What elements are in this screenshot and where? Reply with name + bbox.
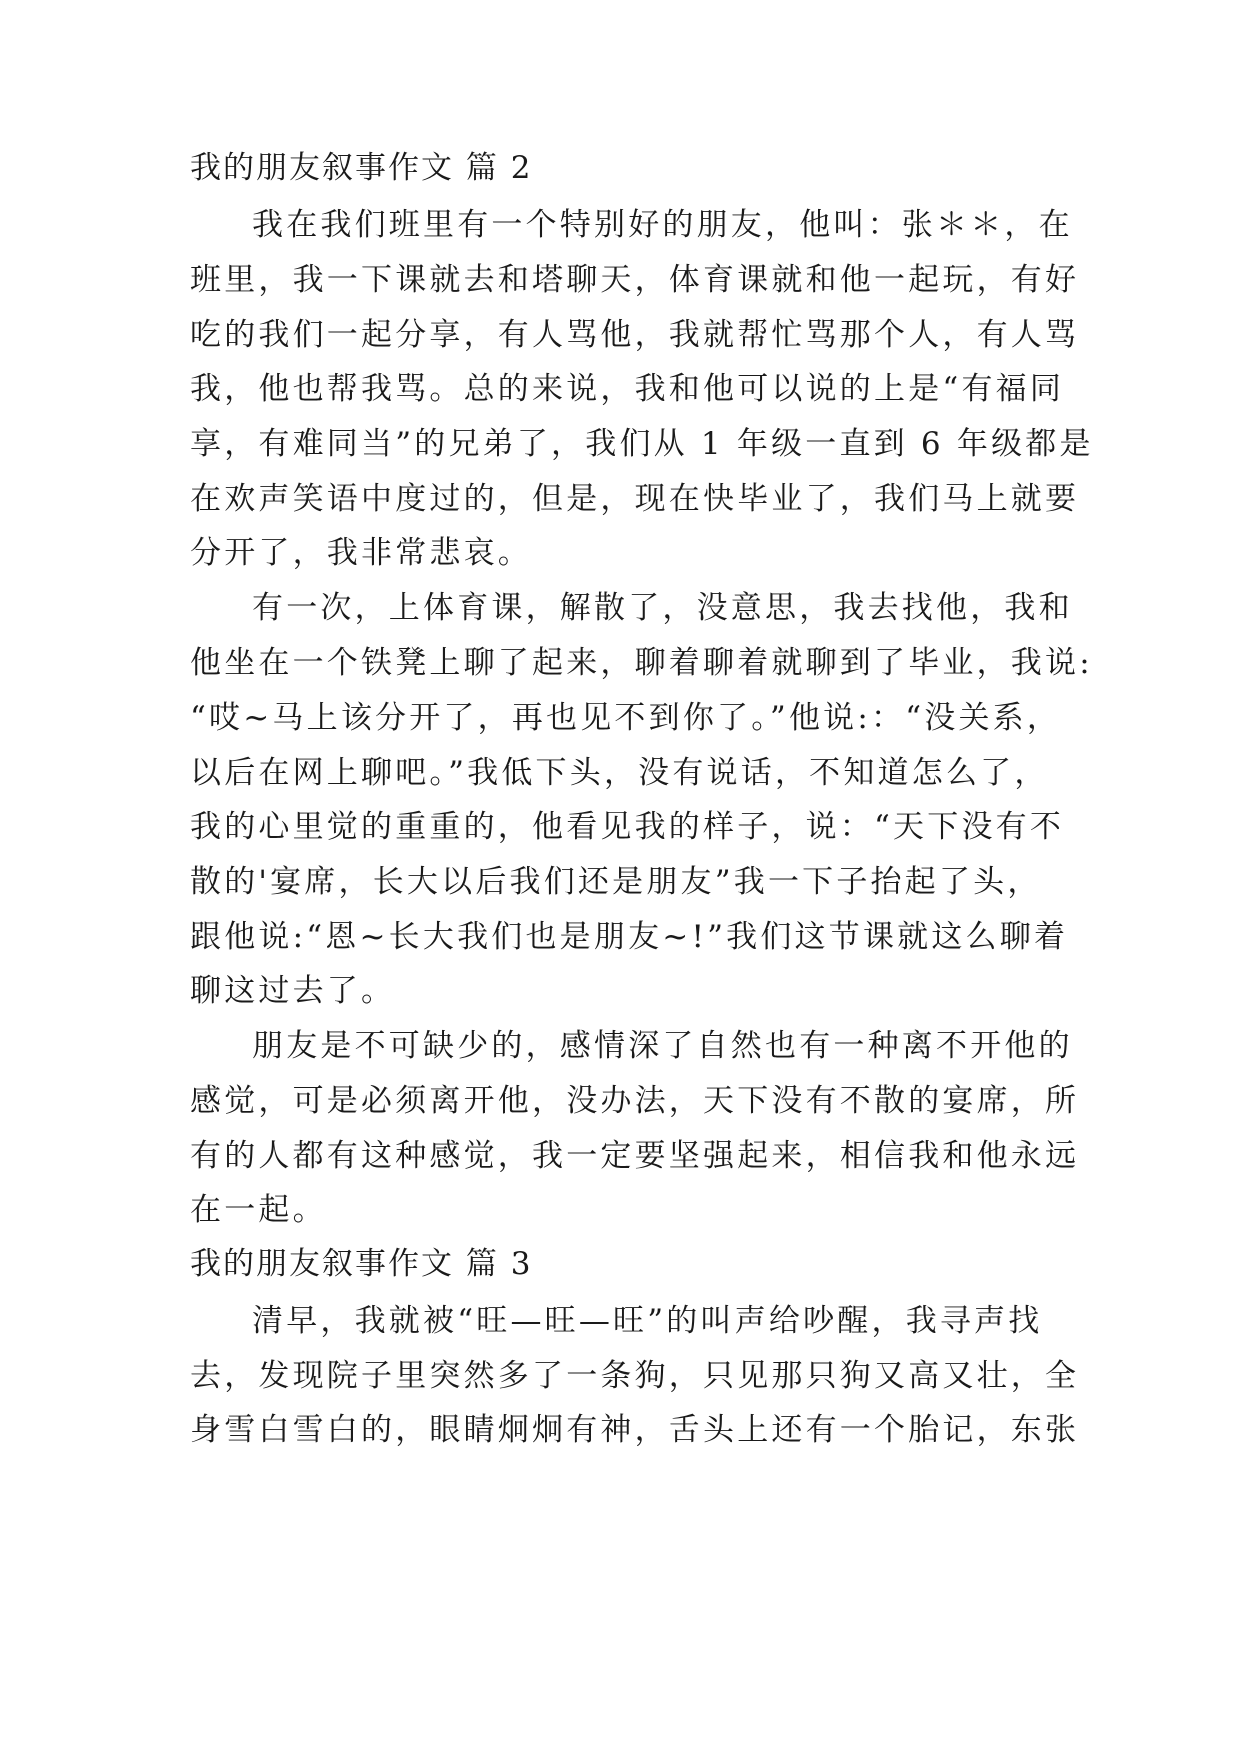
paragraph-line: 聊这过去了。	[190, 973, 396, 1009]
paragraph-line: 去，发现院子里突然多了一条狗，只见那只狗又高又壮，全	[190, 1358, 1080, 1394]
paragraph-line: 在一起。	[190, 1192, 327, 1228]
paragraph-line: 有的人都有这种感觉，我一定要坚强起来，相信我和他永远	[190, 1138, 1080, 1174]
section-heading-3: 我的朋友叙事作文 篇 3	[190, 1246, 533, 1282]
paragraph-line: 清早，我就被“旺—旺—旺”的叫声给吵醒，我寻声找	[252, 1303, 1043, 1339]
paragraph-line: 感觉，可是必须离开他，没办法，天下没有不散的宴席，所	[190, 1083, 1080, 1119]
paragraph-line: 以后在网上聊吧。”我低下头，没有说话，不知道怎么了，	[190, 755, 1049, 791]
paragraph-line: 我，他也帮我骂。总的来说，我和他可以说的上是“有福同	[190, 371, 1065, 407]
paragraph-line: 身雪白雪白的，眼睛炯炯有神，舌头上还有一个胎记，东张	[190, 1412, 1080, 1448]
paragraph-line: 朋友是不可缺少的，感情深了自然也有一种离不开他的	[252, 1028, 1073, 1064]
paragraph-line: 分开了，我非常悲哀。	[190, 535, 532, 571]
paragraph-line: 吃的我们一起分享，有人骂他，我就帮忙骂那个人，有人骂	[190, 317, 1080, 353]
paragraph-line: 我在我们班里有一个特别好的朋友，他叫：张＊＊，在	[252, 207, 1073, 243]
paragraph-line: 在欢声笑语中度过的，但是，现在快毕业了，我们马上就要	[190, 481, 1080, 517]
paragraph-line: 享，有难同当”的兄弟了，我们从 1 年级一直到 6 年级都是	[190, 426, 1094, 462]
paragraph-line: 跟他说:“恩~长大我们也是朋友~!”我们这节课就这么聊着	[190, 919, 1069, 955]
paragraph-line: 有一次，上体育课，解散了，没意思，我去找他，我和	[252, 590, 1073, 626]
section-heading-2: 我的朋友叙事作文 篇 2	[190, 150, 533, 186]
paragraph-line: “哎~马上该分开了，再也见不到你了。”他说:：“没关系，	[190, 700, 1062, 736]
paragraph-line: 散的'宴席，长大以后我们还是朋友”我一下子抬起了头，	[190, 864, 1042, 900]
paragraph-line: 我的心里觉的重重的，他看见我的样子，说：“天下没有不	[190, 809, 1065, 845]
paragraph-line: 他坐在一个铁凳上聊了起来，聊着聊着就聊到了毕业，我说:	[190, 645, 1093, 681]
paragraph-line: 班里，我一下课就去和塔聊天，体育课就和他一起玩，有好	[190, 262, 1080, 298]
